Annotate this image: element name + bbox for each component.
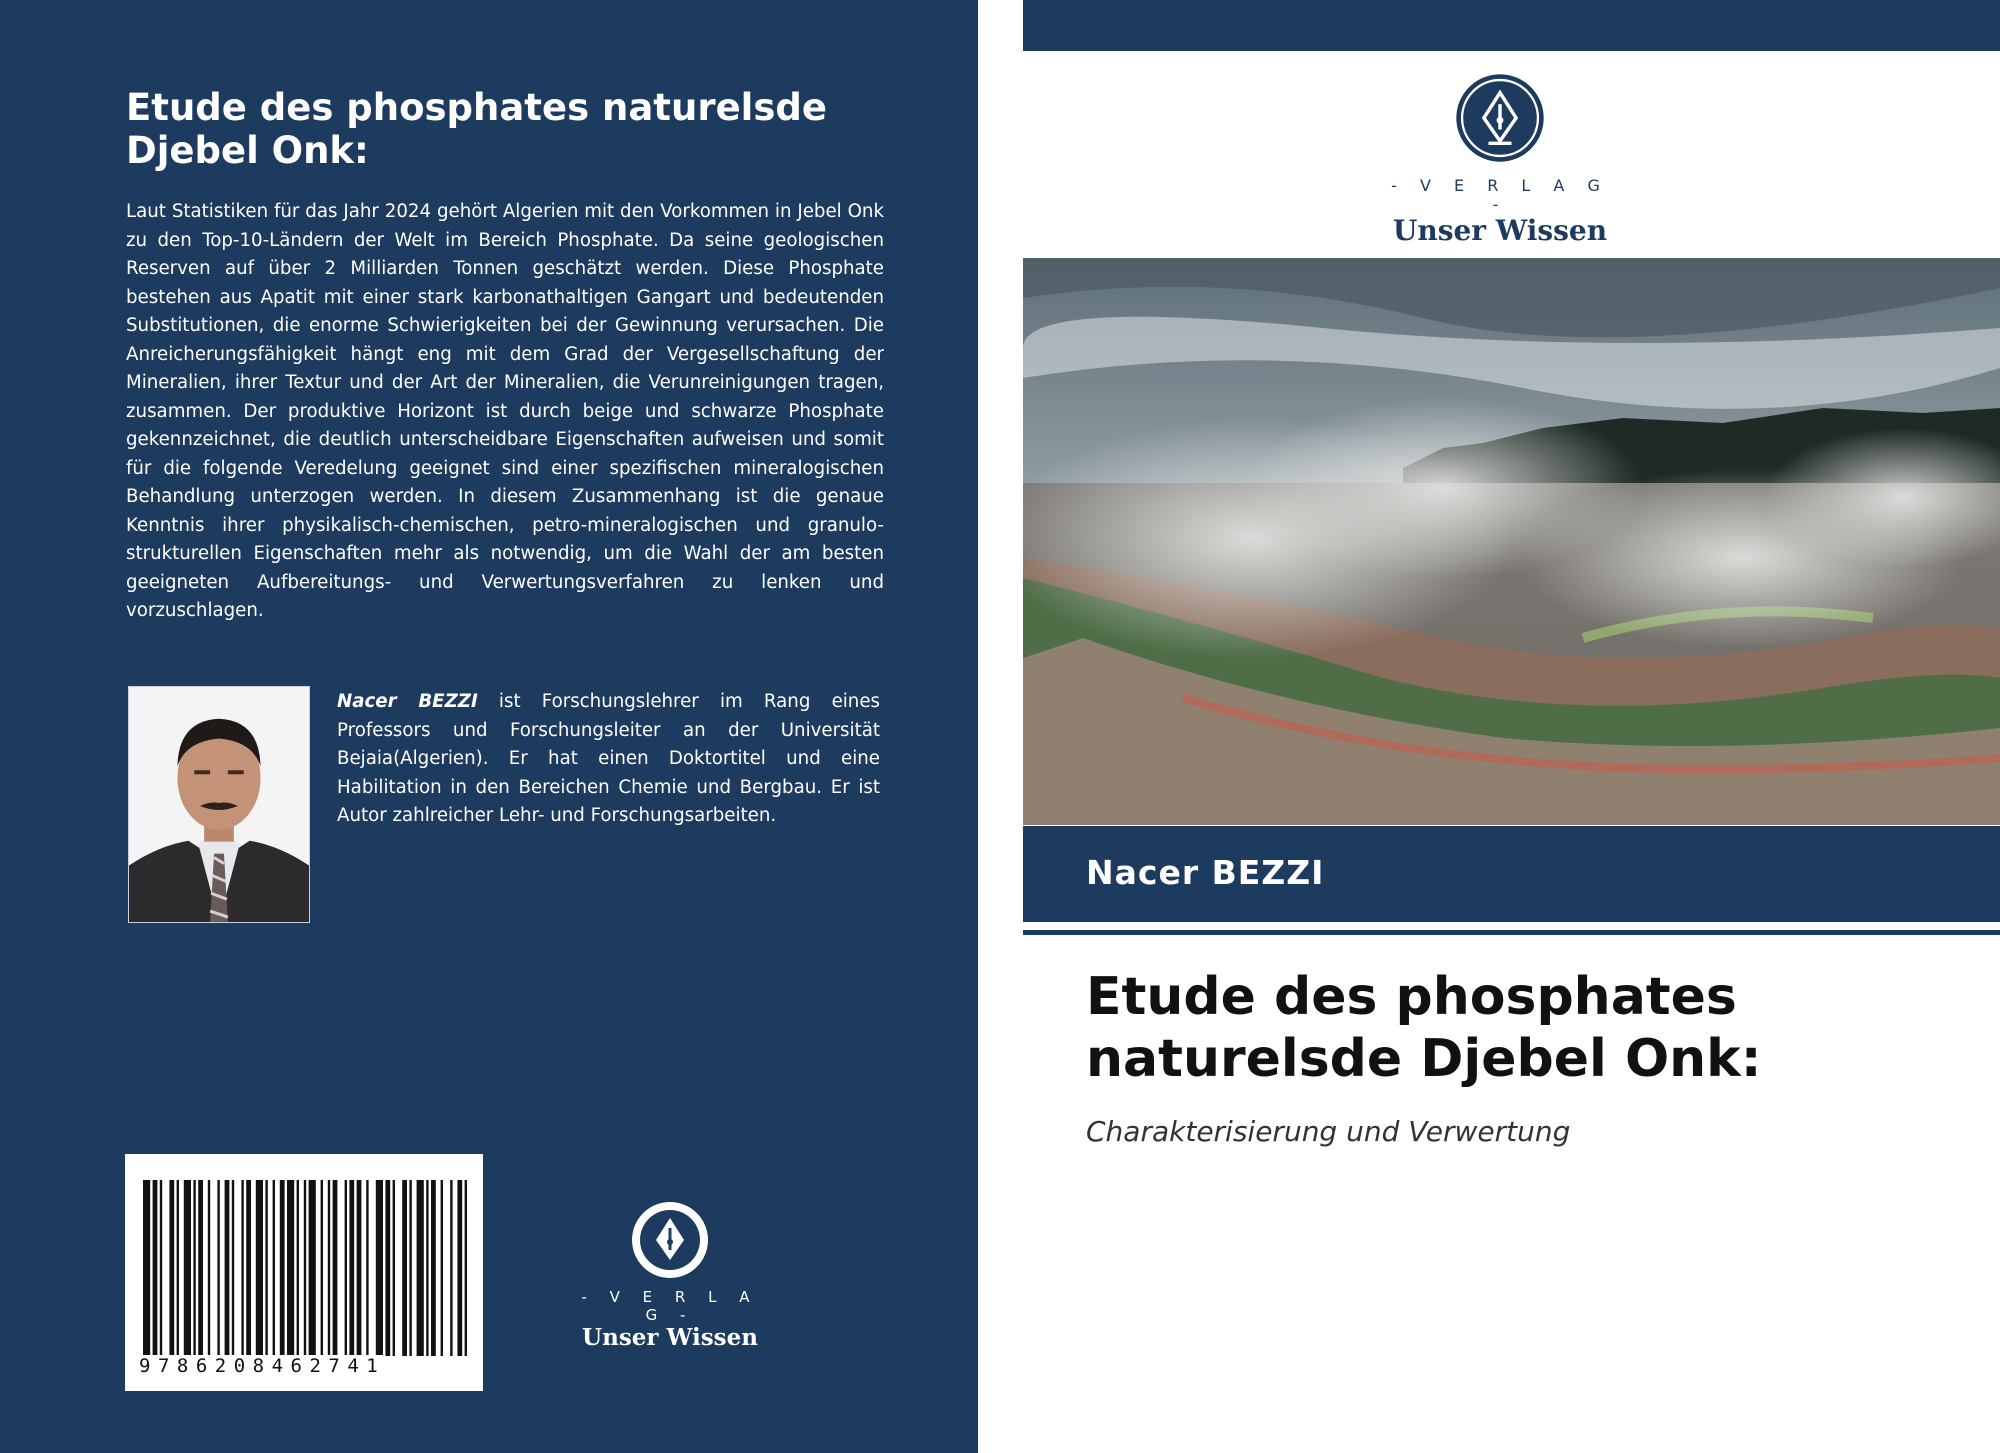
barcode-bar: [409, 1180, 411, 1356]
barcode-bar: [232, 1180, 234, 1356]
barcode-bar: [169, 1180, 174, 1356]
barcode-bar: [241, 1180, 243, 1356]
front-author-name: Nacer BEZZI: [1086, 853, 1325, 892]
cover-photo-geothermal-landscape: [1023, 258, 2000, 825]
publisher-verlag-back: - V E R L A G -: [581, 1288, 759, 1324]
barcode-bar: [153, 1180, 158, 1356]
barcode-bar: [256, 1180, 263, 1356]
front-subtitle: Charakterisierung und Verwertung: [1086, 1115, 1571, 1148]
barcode-bar: [357, 1180, 362, 1356]
publisher-logo-back: [570, 1200, 770, 1351]
barcode-bar: [328, 1180, 330, 1356]
barcode-bar: [457, 1180, 462, 1356]
barcode-bar: [143, 1180, 150, 1356]
barcode-bar: [160, 1180, 162, 1356]
barcode-bar: [321, 1180, 323, 1356]
author-band: [1023, 826, 2000, 922]
barcode-bar: [225, 1180, 230, 1356]
spine-author: Nacer BEZZI: [955, 1168, 975, 1275]
back-cover-description: Laut Statistiken für das Jahr 2024 gehört Algerien mit den Vorkommen in Jebel Onk zu den Top-10-Ländern der Welt im Bereich Phosphate. Da seine geologischen Reserven auf über 2 Milliarden Tonnen geschätzt werden. Diese Phosphate bestehen aus Apatit mit einer stark karbonathaltigen Gangart und bedeutenden Substitutionen, die enorme Schwierigkeiten bei der Gewinnung verursachen. Die Anreicherungsfähigkeit hängt eng mit dem Grad der Vergesellschaftung der Mineralien, ihrer Textur und der Art der Mineralien, die Verunreinigungen tragen, zusammen. Der produktive Horizont ist durch beige und schwarze Phosphate gekennzeichnet, die deutlich unterscheidbare Eigenschaften aufweisen und somit für die folgende Veredelung geeignet sind einer spezifischen mineralogischen Behandlung unterzogen werden. In diesem Zusammenhang ist die genaue Kenntnis ihrer physikalisch-chemischen, petro-mineralogischen und granulo-strukturellen Eigenschaften mehr als notwendig, um die Wahl der am besten geeigneten Aufbereitungs- und Verwertungsverfahren zu lenken und vorzuschlagen.: [126, 201, 884, 621]
barcode-bar: [304, 1180, 306, 1356]
barcode-bar: [441, 1180, 443, 1356]
publisher-logo-front: [1380, 72, 1620, 247]
publisher-verlag-front: - V E R L A G -: [1391, 176, 1609, 214]
back-cover: [0, 0, 978, 1453]
publisher-name-front: Unser Wissen: [1392, 214, 1608, 247]
barcode-bar: [208, 1180, 210, 1356]
barcode-bar: [309, 1180, 316, 1356]
barcode-bar: [273, 1180, 275, 1356]
author-bio: [337, 688, 880, 831]
barcode-bar: [376, 1180, 383, 1356]
publisher-name-back: Unser Wissen: [582, 1324, 758, 1351]
barcode-bar: [431, 1180, 436, 1356]
back-cover-title: Etude des phosphates naturelsde Djebel Onk:: [126, 86, 827, 172]
barcode-bar: [345, 1180, 347, 1356]
barcode-bar: [385, 1180, 390, 1356]
barcode-bar: [177, 1180, 179, 1356]
author-photo: [128, 686, 310, 923]
front-top-bar: [1023, 0, 2000, 51]
divider-line: [1023, 930, 2000, 935]
barcode-bar: [184, 1180, 191, 1356]
barcode-bar: [280, 1180, 285, 1356]
isbn-barcode: [125, 1154, 483, 1391]
barcode-bar: [217, 1180, 219, 1356]
barcode-bar: [465, 1180, 467, 1356]
barcode-bar: [349, 1180, 354, 1356]
barcode-bar: [450, 1180, 452, 1356]
barcode-bar: [265, 1180, 267, 1356]
bio-author-name: Nacer BEZZI: [337, 691, 478, 712]
barcode-bar: [417, 1180, 424, 1356]
front-title: Etude des phosphates naturelsde Djebel Onk:: [1086, 967, 1762, 1089]
barcode-bar: [426, 1180, 428, 1356]
barcode-bar: [402, 1180, 407, 1356]
barcode-bar: [297, 1180, 299, 1356]
bio-text: ist Forschungslehrer im Rang eines Professors und Forschungsleiter an der Universität Bejaia(Algerien). Er hat einen Doktortitel und eine Habilitation in den Bereichen Chemie und Bergbau. Er ist Autor zahlreicher Lehr- und Forschungsarbeiten.: [337, 691, 881, 826]
barcode-bar: [366, 1180, 368, 1356]
pen-nib-icon: [1454, 72, 1546, 164]
pen-nib-icon: [630, 1200, 710, 1280]
barcode-bar: [198, 1180, 203, 1356]
barcode-bar: [246, 1180, 251, 1356]
barcode-bar: [333, 1180, 338, 1356]
barcode-bar: [393, 1180, 395, 1356]
isbn-number: 9786208462741: [139, 1355, 386, 1377]
barcode-bar: [193, 1180, 195, 1356]
barcode-bar: [287, 1180, 294, 1356]
